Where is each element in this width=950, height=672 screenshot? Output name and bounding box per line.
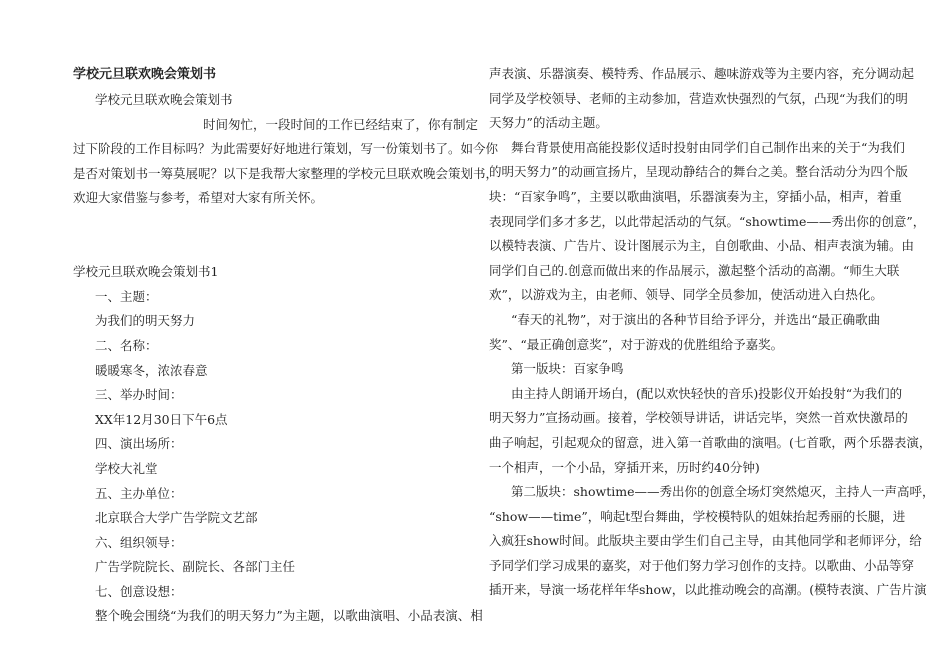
text-line: 为我们的明天努力 [95, 313, 196, 329]
text-line: “春天的礼物”，对于演出的各种节目给予评分，并选出“最正确歌曲 [511, 311, 881, 327]
text-line: 二、名称： [95, 337, 158, 353]
text-line: 过下阶段的工作目标吗？为此需要好好地进行策划，写一份策划书了。如今你 [73, 141, 499, 157]
text-line: 舞台背景使用高能投影仪适时投射由同学们自己制作出来的关于“为我们 [511, 139, 905, 155]
text-line: 第二版块：showtime——秀出你的创意全场灯突然熄灭，主持人一声高呼， [511, 484, 935, 500]
left-text-body [73, 88, 499, 629]
text-line: 同学们自己的.创意而做出来的作品展示，激起整个活动的高潮。“师生大联 [489, 262, 900, 278]
text-line: 由主持人朗诵开场白，(配以欢快轻快的音乐)投影仪开始投射“为我们的 [511, 385, 903, 401]
text-line: 四、演出场所： [95, 436, 183, 452]
text-line: 七、创意设想： [95, 583, 183, 599]
text-line: 声表演、乐器演奏、模特秀、作品展示、趣味游戏等为主要内容，充分调动起 [489, 66, 915, 81]
text-line: 欢”，以游戏为主，由老师、领导、同学全员参加，使活动进入白热化。 [489, 287, 883, 303]
text-line: 表现同学们多才多艺，以此带起活动的气氛。“showtime——秀出你的创意”， [489, 213, 926, 229]
text-line: 一、主题： [95, 288, 158, 304]
text-line: 块：“百家争鸣”，主要以歌曲演唱，乐器演奏为主，穿插小品，相声，着重 [489, 188, 902, 204]
text-line: 第一版块：百家争鸣 [511, 361, 624, 377]
text-line: 整个晚会围绕“为我们的明天努力”为主题，以歌曲演唱、小品表演、相 [95, 608, 483, 624]
text-line: 欢迎大家借鉴与参考，希望对大家有所关怀。 [73, 190, 324, 206]
text-line: 曲子响起，引起观众的留意，进入第一首歌曲的演唱。(七首歌，两个乐器表演， [489, 434, 932, 450]
text-line: XX年12月30日下午6点 [95, 411, 228, 427]
text-line: 予同学们学习成果的嘉奖，对于他们努力学习创作的支持。以歌曲、小品等穿 [489, 557, 915, 573]
left-column [73, 62, 499, 629]
text-line: 一个相声，一个小品，穿插开来，历时约40分钟) [489, 459, 760, 475]
text-line [73, 211, 457, 236]
text-line: 学校大礼堂 [95, 460, 158, 476]
right-column [489, 62, 935, 603]
text-line: 学校元旦联欢晚会策划书1 [73, 264, 219, 280]
text-line: 入疯狂show时间。此版块主要由学生们自己主导，由其他同学和老师评分，给 [489, 533, 922, 549]
text-line: 暖暖寒冬，浓浓春意 [95, 362, 208, 378]
text-line: 广告学院院长、副院长、各部门主任 [95, 559, 296, 575]
text-line: 六、组织领导： [95, 534, 183, 550]
text-line: 三、举办时间： [95, 387, 183, 403]
text-line: 同学及学校领导、老师的主动参加，营造欢快强烈的气氛，凸现“为我们的明 [489, 90, 908, 106]
text-line [73, 236, 457, 261]
text-line: 奖”、“最正确创意奖”，对于游戏的优胜组给予嘉奖。 [489, 336, 784, 352]
text-line: “show——time”，响起t型台舞曲，学校模特队的姐妹抬起秀丽的长腿，进 [489, 508, 906, 524]
text-line: 以模特表演、广告片、设计图展示为主，自创歌曲、小品、相声表演为辅。由 [489, 238, 915, 254]
text-line: 五、主办单位： [95, 485, 183, 501]
text-line: 天努力”的活动主题。 [489, 115, 608, 131]
text-line: 插开来，导演一场花样年华show，以此推动晚会的高潮。(模特表演、广告片演 [489, 582, 927, 598]
text-line: 是否对策划书一筹莫展呢？以下是我帮大家整理的学校元旦联欢晚会策划书， [73, 165, 499, 181]
text-line: 时间匆忙，一段时间的工作已经结束了，你有制定 [203, 116, 479, 132]
text-line: 明天努力”宣扬动画。接着，学校领导讲话，讲话完毕，突然一首欢快激昂的 [489, 410, 908, 426]
document-title: 学校元旦联欢晚会策划书 [73, 67, 217, 82]
text-line: 学校元旦联欢晚会策划书 [95, 92, 233, 107]
text-line: 北京联合大学广告学院文艺部 [95, 510, 258, 526]
right-text-body [489, 62, 935, 603]
text-line: 的明天努力”的动画宣扬片，呈现动静结合的舞台之美。整台活动分为四个版 [489, 164, 908, 180]
